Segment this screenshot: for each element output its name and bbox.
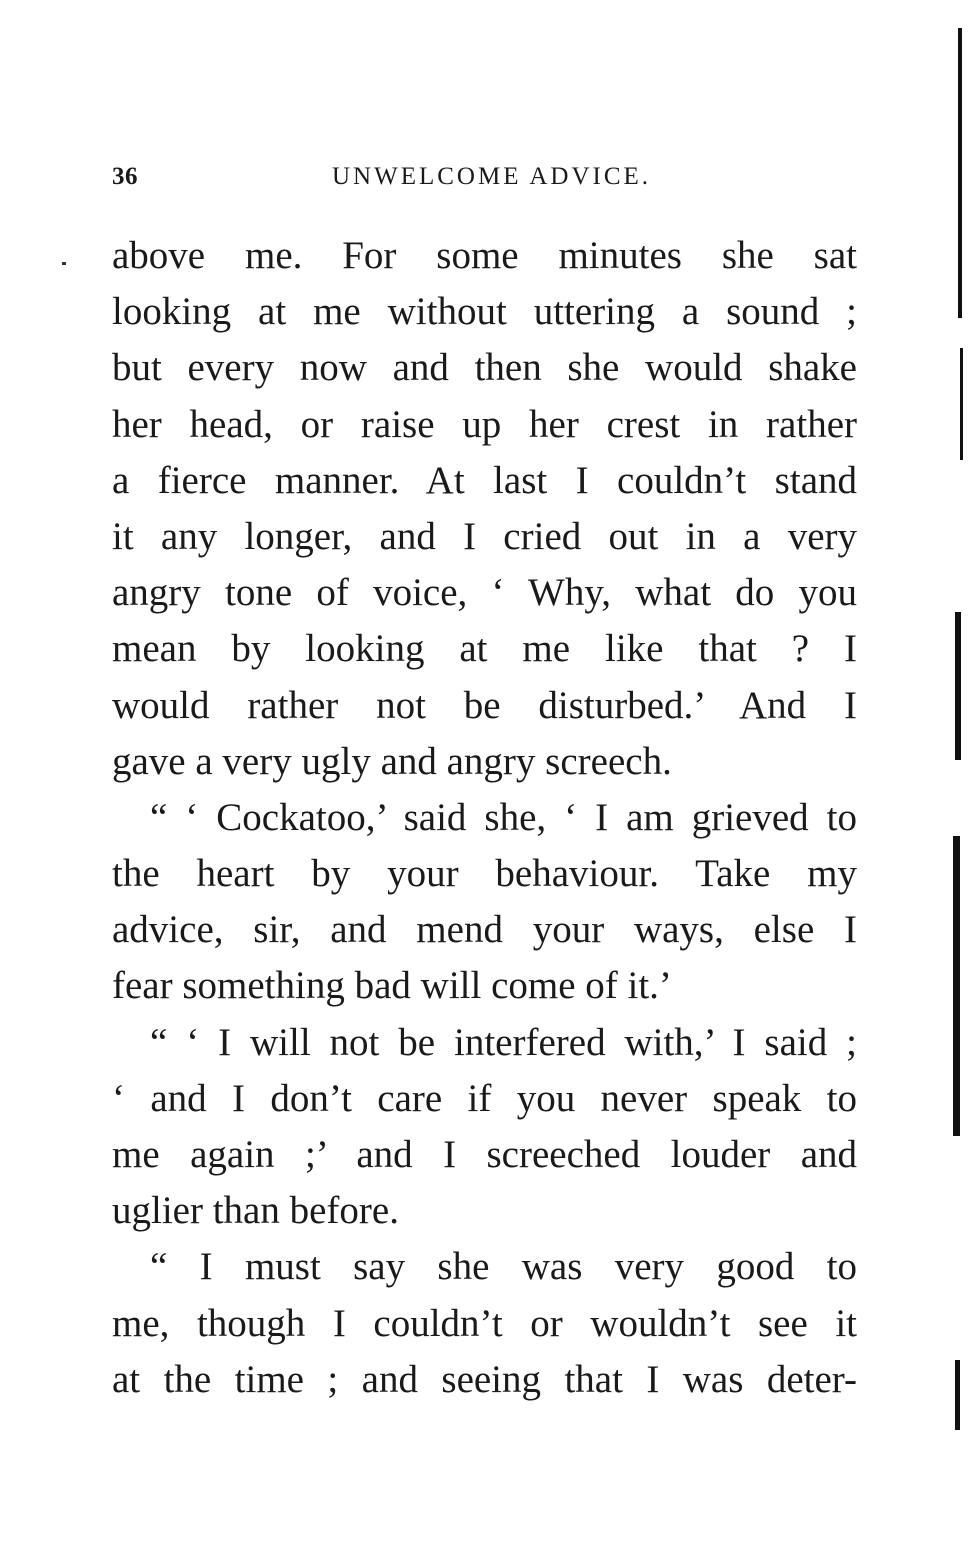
text-line: me, though I couldn’t or wouldn’t see it [112,1301,857,1345]
page-number: 36 [112,163,138,190]
text-line: “ ‘ Cockatoo,’ said she, ‘ I am grieved to [150,795,857,839]
scan-edge-mark [955,612,961,760]
scan-edge-mark [958,28,962,318]
text-line: fear something bad will come of it.’ [112,964,672,1008]
text-line: ‘ and I don’t care if you never speak to [112,1076,857,1120]
text-line: the heart by your behaviour. Take my [112,852,857,896]
text-line: “ ‘ I will not be interfered with,’ I said ; [150,1020,857,1064]
running-title: UNWELCOME ADVICE. [332,163,652,190]
text-line: mean by looking at me like that ? I [112,627,857,671]
text-line: at the time ; and seeing that I was deter- [112,1357,857,1401]
text-line: would rather not be disturbed.’ And I [112,683,857,727]
stray-ink-mark [62,262,66,265]
text-line: her head, or raise up her crest in rather [112,402,857,446]
text-line: “ I must say she was very good to [150,1245,857,1289]
text-line: uglier than before. [112,1189,399,1233]
text-line: advice, sir, and mend your ways, else I [112,908,857,952]
text-line: but every now and then she would shake [112,346,857,390]
body-text [112,228,857,1408]
scan-edge-mark [955,1360,960,1430]
running-head [112,163,857,197]
text-line: angry tone of voice, ‘ Why, what do you [112,571,857,615]
scan-edge-mark [960,348,963,460]
text-line: above me. For some minutes she sat [112,234,857,277]
text-line: a fierce manner. At last I couldn’t stand [112,458,857,502]
text-line: it any longer, and I cried out in a very [112,514,857,558]
text-line: me again ;’ and I screeched louder and [112,1133,857,1176]
scan-edge-mark [953,836,960,1136]
text-line: gave a very ugly and angry screech. [112,739,672,783]
text-line: looking at me without uttering a sound ; [112,290,857,334]
